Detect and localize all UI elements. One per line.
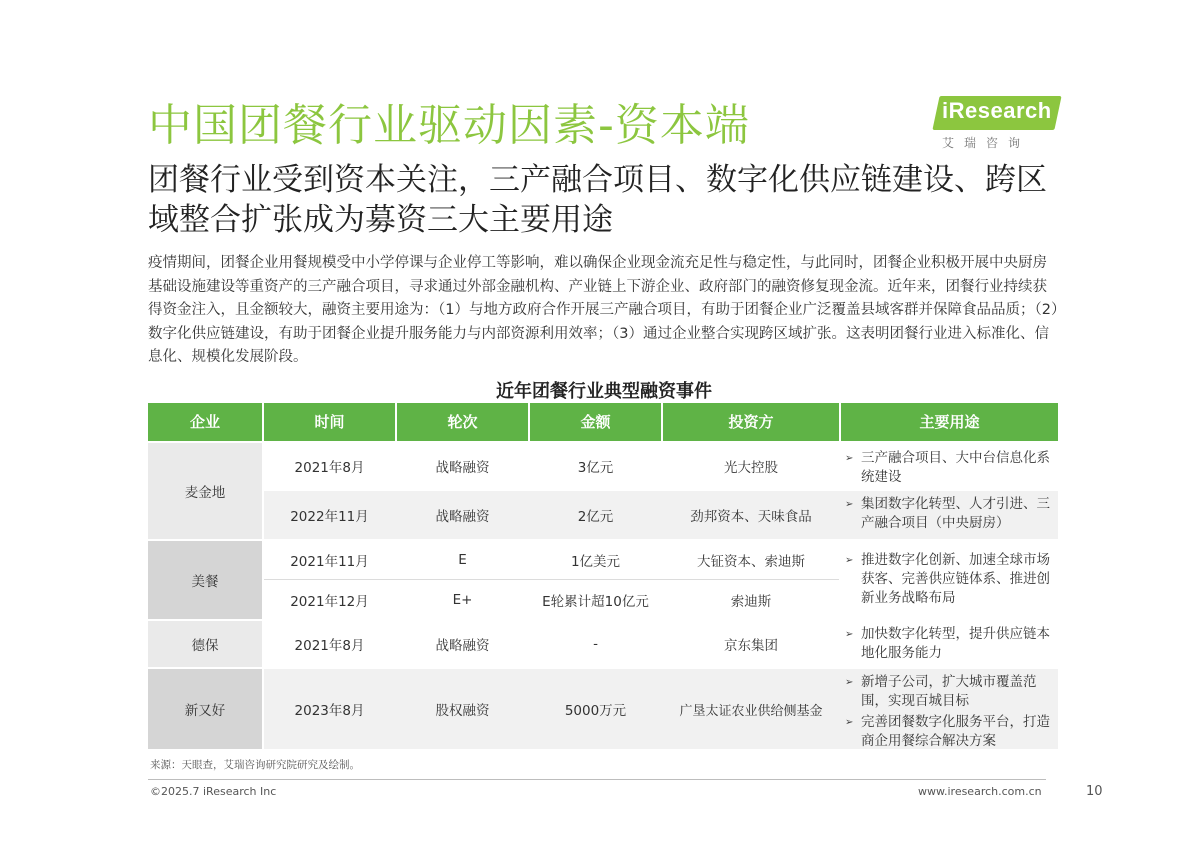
header-time: 时间 xyxy=(264,403,395,441)
company-cell: 德保 xyxy=(148,621,262,667)
header-amount: 金额 xyxy=(530,403,661,441)
arrow-right-icon: ➢ xyxy=(845,453,854,464)
copyright: ©2025.7 iResearch Inc xyxy=(150,785,277,798)
arrow-right-icon: ➢ xyxy=(845,629,854,640)
time-cell: 2021年12月 xyxy=(290,593,369,610)
round-cell: 战略融资 xyxy=(435,638,490,654)
round-cell: E xyxy=(458,552,467,568)
usage-cell xyxy=(841,449,1058,489)
header-investor: 投资方 xyxy=(663,403,839,441)
usage-item: ➢ 新增子公司，扩大城市覆盖范围，实现百城目标 xyxy=(845,674,1037,709)
source-note: 来源：天眼查，艾瑞咨询研究院研究及绘制。 xyxy=(150,759,360,771)
table-header xyxy=(148,403,1058,441)
investor-cell: 光大控股 xyxy=(724,460,778,476)
usage-item: ➢ 推进数字化创新、加速全球市场获客、完善供应链体系、推进创新业务战略布局 xyxy=(845,552,1050,606)
usage-cell xyxy=(841,625,1058,665)
usage-cell xyxy=(841,673,1058,753)
company-cell: 美餐 xyxy=(148,541,262,619)
round-cell: 战略融资 xyxy=(435,509,490,525)
arrow-right-icon: ➢ xyxy=(845,555,854,566)
time-cell: 2021年8月 xyxy=(294,460,365,476)
usage-cell xyxy=(841,551,1058,610)
header-usage: 主要用途 xyxy=(841,403,1058,441)
arrow-right-icon: ➢ xyxy=(845,677,854,688)
page-title: 中国团餐行业驱动因素-资本端 xyxy=(148,100,750,151)
logo-cn: 艾瑞咨询 xyxy=(942,136,1031,150)
header-round: 轮次 xyxy=(397,403,528,441)
time-cell: 2021年8月 xyxy=(294,638,365,654)
page-number: 10 xyxy=(1086,784,1103,799)
company-cell: 麦金地 xyxy=(148,443,262,539)
usage-item: ➢ 三产融合项目、大中台信息化系统建设 xyxy=(845,450,1050,485)
investor-cell: 大钲资本、索迪斯 xyxy=(697,554,805,570)
usage-cell xyxy=(841,495,1058,535)
footer-divider xyxy=(148,779,1046,780)
round-cell: E+ xyxy=(452,591,473,608)
amount-cell: 3亿元 xyxy=(577,460,614,476)
amount-cell: 5000万元 xyxy=(564,703,627,719)
round-cell: 战略融资 xyxy=(435,460,490,476)
time-cell: 2021年11月 xyxy=(290,554,369,570)
investor-cell: 广垦太证农业供给侧基金 xyxy=(679,703,823,719)
usage-item: ➢ 集团数字化转型、人才引进、三产融合项目（中央厨房） xyxy=(845,496,1050,531)
website-link[interactable]: www.iresearch.com.cn xyxy=(918,785,1042,798)
page-subtitle: 团餐行业受到资本关注，三产融合项目、数字化供应链建设、跨区域整合扩张成为募资三大主要用途 xyxy=(148,162,1047,238)
amount-cell: E轮累计超10亿元 xyxy=(542,593,649,610)
arrow-right-icon: ➢ xyxy=(845,499,854,510)
usage-item: ➢ 完善团餐数字化服务平台，打造商企用餐综合解决方案 xyxy=(845,714,1050,749)
amount-cell: - xyxy=(593,636,598,652)
investor-cell: 京东集团 xyxy=(724,638,778,654)
logo-brand: iResearch xyxy=(942,98,1052,123)
arrow-right-icon: ➢ xyxy=(845,717,854,728)
investor-cell: 劲邦资本、天味食品 xyxy=(690,509,812,525)
usage-item: ➢ 加快数字化转型，提升供应链本地化服务能力 xyxy=(845,626,1050,661)
amount-cell: 1亿美元 xyxy=(570,554,621,570)
round-cell: 股权融资 xyxy=(435,703,490,719)
amount-cell: 2亿元 xyxy=(577,509,614,525)
time-cell: 2022年11月 xyxy=(290,509,369,525)
intro-paragraph: 疫情期间，团餐企业用餐规模受中小学停课与企业停工等影响，难以确保企业现金流充足性与稳定性，与此同时，团餐企业积极开展中央厨房基础设施建设等重资产的三产融合项目，寻求通过外部金融机构、产业链上下游企业、政府部门的融资修复现金流。近年来，团餐行业持续获得资金注入，且金额较大，融资主要用途为：（1）与地方政府合作开展三产融合项目，有助于团餐企业广泛覆盖县域客群并保障食品品质；（2）数字化供应链建设，有助于团餐企业提升服务能力与内部资源利用效率；（3）通过企业整合实现跨区域扩张。这表明团餐行业进入标准化、信息化、规模化发展阶段。 xyxy=(148,255,1059,365)
table-title: 近年团餐行业典型融资事件 xyxy=(496,381,712,402)
time-cell: 2023年8月 xyxy=(294,703,365,719)
investor-cell: 索迪斯 xyxy=(730,593,772,610)
company-cell: 新又好 xyxy=(148,669,262,749)
iresearch-logo xyxy=(936,94,1060,154)
header-company: 企业 xyxy=(148,403,262,441)
